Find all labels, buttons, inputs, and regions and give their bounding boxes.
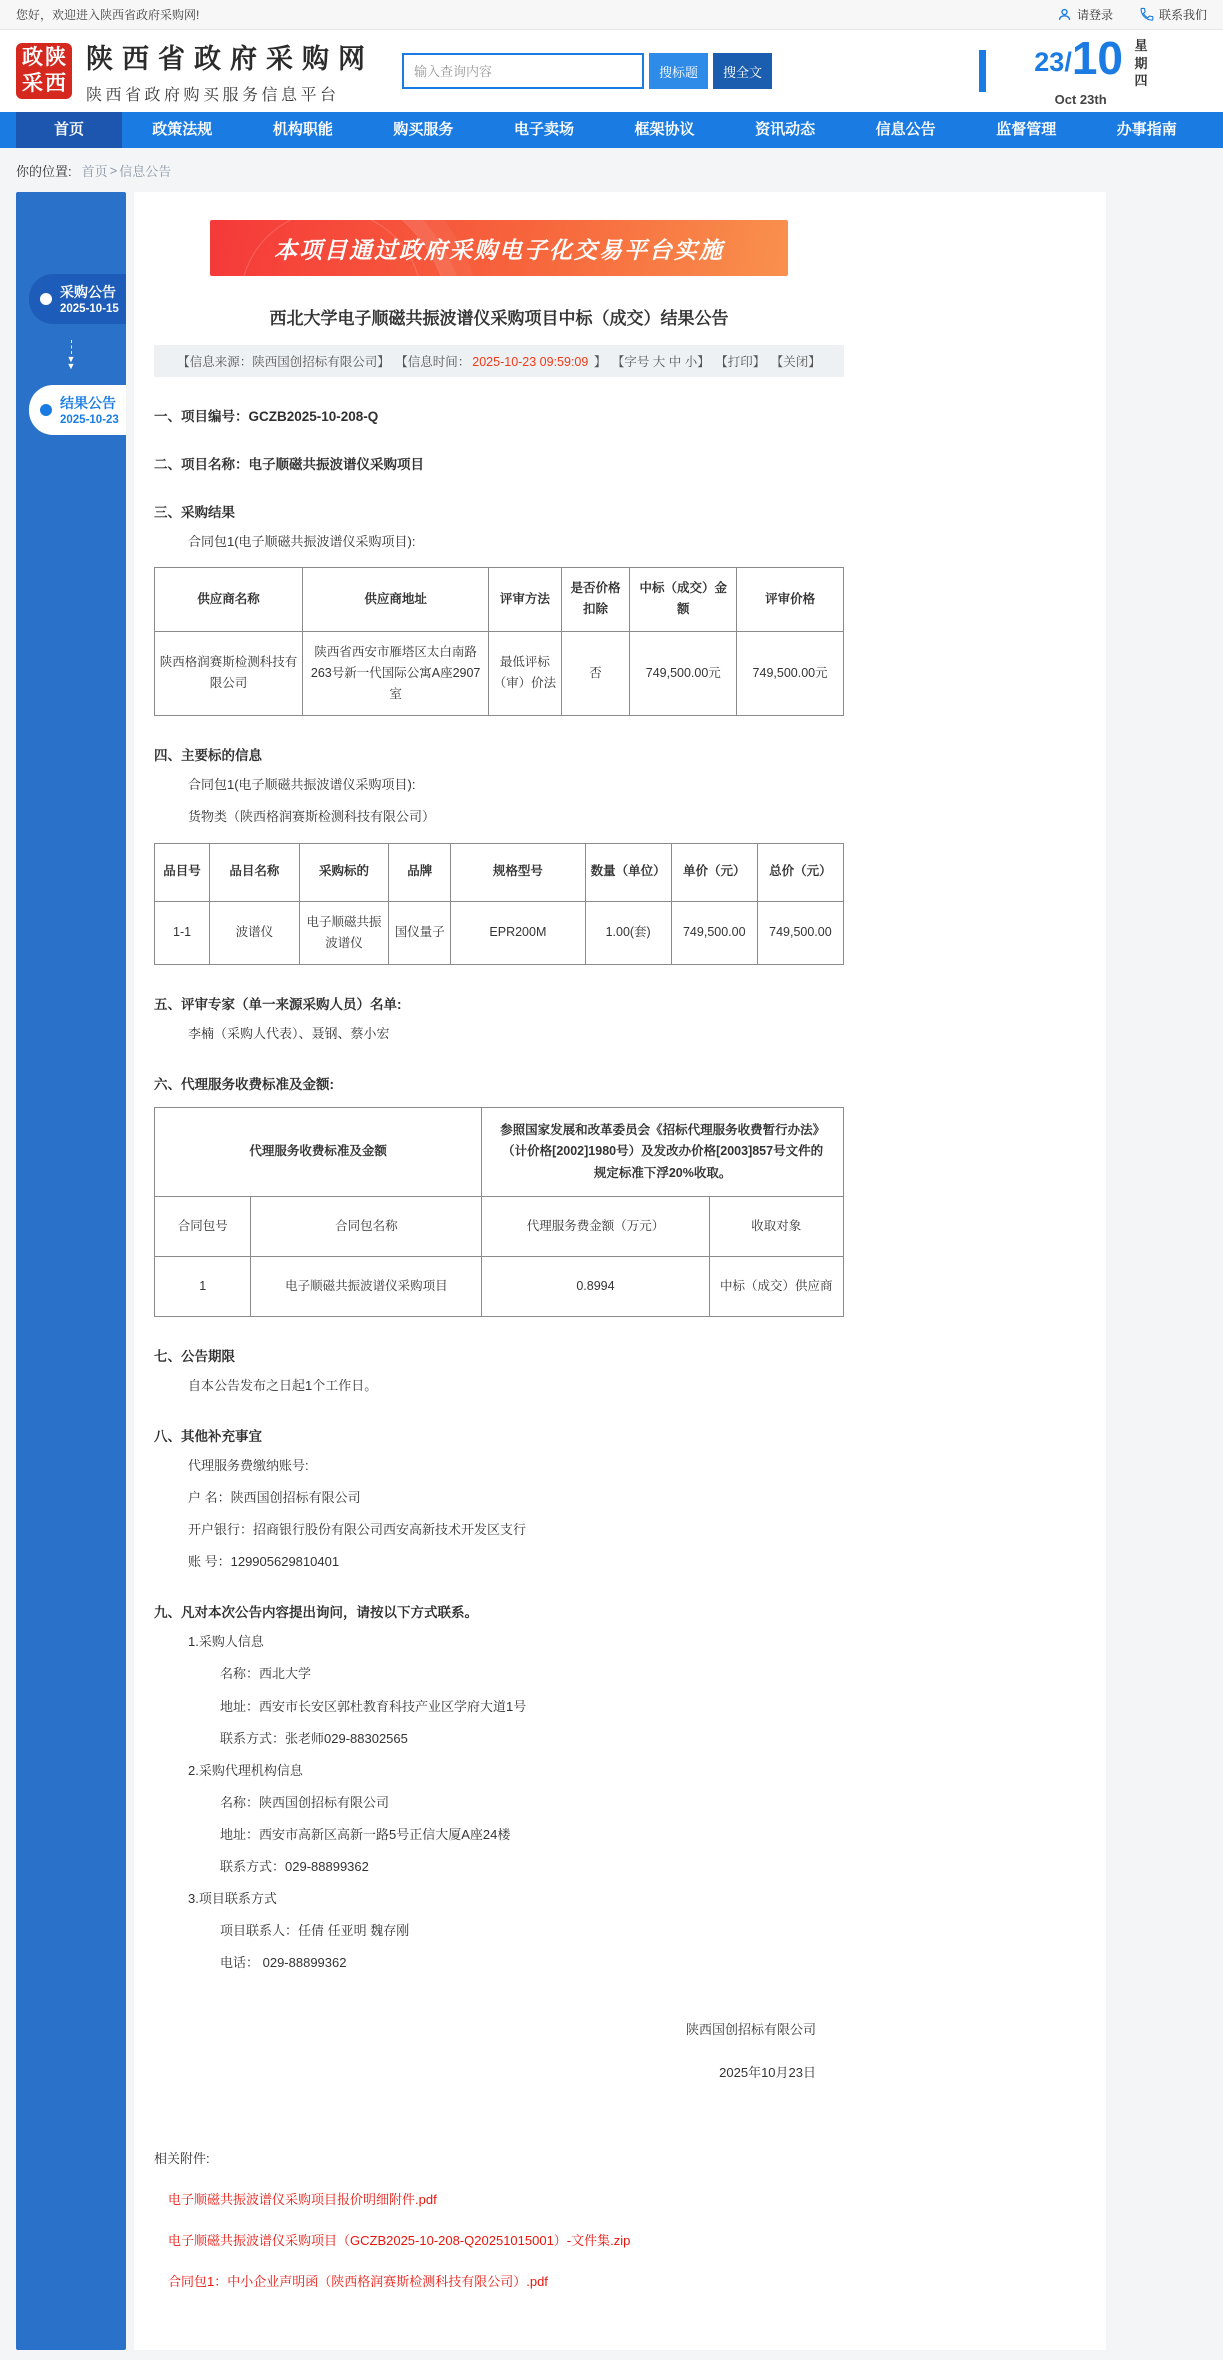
section-4-heading: 四、主要标的信息 [154, 748, 262, 764]
section-3-note: 合同包1(电子顺磁共振波谱仪采购项目): [188, 534, 416, 549]
contact-line: 地址：西安市长安区郭杜教育科技产业区学府大道1号 [220, 1698, 527, 1714]
attachment-link[interactable]: 电子顺磁共振波谱仪采购项目报价明细附件.pdf [168, 2191, 437, 2207]
column-header: 规格型号 [451, 843, 585, 901]
subject-table-header-row [155, 843, 844, 901]
review-method: 最低评标（审）价法 [489, 631, 561, 716]
contact-line: 联系方式：029-88899362 [220, 1859, 369, 1874]
login-label: 请登录 [1076, 8, 1113, 22]
nav-item[interactable]: 购买服务 [393, 121, 454, 138]
nav-item[interactable]: 办事指南 [1116, 121, 1177, 138]
column-header: 供应商地址 [303, 568, 489, 632]
phone-icon [1139, 7, 1154, 22]
column-header: 代理服务费金额（万元） [482, 1196, 709, 1256]
contact-group-title: 3.项目联系方式 [188, 1891, 277, 1907]
column-header: 品目名称 [210, 843, 300, 901]
contact-label: 联系我们 [1158, 8, 1207, 22]
date-month: 10 [1071, 32, 1123, 85]
site-title: 陕西省政府采购网 [86, 44, 374, 74]
column-header: 品牌 [389, 843, 451, 901]
item-name: 波谱仪 [210, 901, 300, 965]
date-english: Oct 23th [1054, 91, 1107, 107]
contact-line: 电话： 029-88899362 [220, 1955, 347, 1971]
column-header: 单价（元） [671, 843, 757, 901]
article-title: 西北大学电子顺磁共振波谱仪采购项目中标（成交）结果公告 [269, 309, 729, 328]
article-meta-bar [154, 345, 844, 377]
supplement-line: 代理服务费缴纳账号: [188, 1457, 309, 1473]
breadcrumb-current[interactable]: 信息公告 [119, 163, 172, 179]
price-deduction: 否 [561, 631, 630, 716]
package-no: 1 [155, 1256, 251, 1316]
breadcrumb [16, 148, 1207, 192]
agency-fee-table [154, 1107, 844, 1317]
table-row [155, 1256, 844, 1316]
announcement-sidebar [16, 192, 126, 2350]
section-1-heading: 一、项目编号：GCZB2025-10-208-Q [154, 409, 379, 424]
main-nav [0, 112, 1223, 148]
welcome-text: 您好，欢迎进入陕西省政府采购网! [16, 8, 200, 22]
section-6-heading: 六、代理服务收费标准及金额: [154, 1077, 334, 1093]
nav-item[interactable]: 信息公告 [875, 121, 936, 138]
meta-font-size-control[interactable]: 【字号 大 中 小】 [611, 355, 710, 369]
header-divider [979, 50, 986, 92]
brand: 国仪量子 [389, 901, 451, 965]
column-header: 总价（元） [757, 843, 843, 901]
date-day: 23/ [1034, 47, 1072, 78]
meta-time-suffix: 】 [590, 355, 607, 369]
logo-text-top: 政陕 [22, 45, 68, 69]
column-header: 是否价格扣除 [561, 568, 630, 632]
breadcrumb-separator: > [109, 162, 118, 178]
supplement-line: 户 名：陕西国创招标有限公司 [188, 1490, 361, 1506]
attachments-section [154, 2148, 844, 2290]
section-5-heading: 五、评审专家（单一来源采购人员）名单: [154, 997, 402, 1013]
fee-table-merged-row [155, 1108, 844, 1197]
sidebar-item-title: 采购公告 [60, 284, 116, 300]
search-fulltext-button[interactable]: 搜全文 [713, 53, 772, 89]
search-input[interactable] [402, 53, 644, 89]
column-header: 评审价格 [737, 568, 844, 632]
site-logo [16, 43, 72, 99]
top-bar [0, 0, 1223, 30]
bullet-dot-icon [40, 293, 52, 305]
signature-date: 2025年10月23日 [719, 2065, 816, 2081]
site-header [0, 30, 1223, 112]
column-header: 数量（单位） [585, 843, 671, 901]
platform-banner [210, 220, 788, 276]
nav-item[interactable]: 电子卖场 [513, 121, 574, 138]
nav-item[interactable]: 政策法规 [152, 121, 213, 138]
sidebar-item-procurement-notice[interactable] [29, 274, 126, 324]
item-no: 1-1 [155, 901, 210, 965]
contact-group-title: 2.采购代理机构信息 [188, 1762, 303, 1778]
fee-payer: 中标（成交）供应商 [709, 1256, 843, 1316]
nav-item[interactable]: 机构职能 [272, 121, 333, 138]
fee-table-header-row [155, 1196, 844, 1256]
section-7-heading: 七、公告期限 [154, 1348, 235, 1364]
contact-link[interactable] [1139, 6, 1207, 23]
column-header: 品目号 [155, 843, 210, 901]
result-table [154, 567, 844, 716]
logo-text-bottom: 采西 [22, 72, 68, 95]
meta-time-prefix: 【信息时间： [395, 355, 471, 369]
bullet-dot-icon [40, 404, 52, 416]
section-9-heading: 九、凡对本次公告内容提出询问，请按以下方式联系。 [154, 1605, 478, 1621]
column-header: 收取对象 [709, 1196, 843, 1256]
site-subtitle: 陕西省政府购买服务信息平台 [86, 87, 340, 104]
supplement-line: 开户银行：招商银行股份有限公司西安高新技术开发区支行 [188, 1522, 527, 1538]
fee-amount: 0.8994 [482, 1256, 709, 1316]
nav-item[interactable]: 监督管理 [996, 121, 1057, 138]
column-header: 中标（成交）金额 [630, 568, 737, 632]
attachment-link[interactable]: 电子顺磁共振波谱仪采购项目（GCZB2025-10-208-Q20251015001）-文件集.zip [168, 2232, 631, 2248]
contact-line: 联系方式：张老师029-88302565 [220, 1730, 408, 1746]
result-table-header-row [155, 568, 844, 632]
section-4-note1: 合同包1(电子顺磁共振波谱仪采购项目): [188, 777, 416, 793]
model: EPR200M [451, 901, 585, 965]
meta-source: 【信息来源：陕西国创招标有限公司】 [177, 355, 390, 369]
award-amount: 749,500.00元 [630, 631, 737, 716]
search-area [402, 53, 772, 89]
table-row [155, 631, 844, 716]
date-weekday: 星期四 [1134, 38, 1148, 89]
column-header: 供应商名称 [155, 568, 303, 632]
meta-print-button[interactable]: 【打印】 [715, 355, 766, 369]
quantity: 1.00(套) [585, 901, 671, 965]
meta-close-button[interactable]: 【关闭】 [770, 355, 821, 369]
subject-table [154, 843, 844, 966]
notice-period: 自本公告发布之日起1个工作日。 [188, 1377, 378, 1393]
section-2-heading: 二、项目名称：电子顺磁共振波谱仪采购项目 [154, 457, 424, 472]
breadcrumb-home[interactable]: 首页 [81, 163, 108, 179]
column-header: 合同包号 [155, 1196, 251, 1256]
section-3-heading: 三、采购结果 [154, 505, 235, 520]
fee-standard-note: 参照国家发展和改革委员会《招标代理服务收费暂行办法》（计价格[2002]1980号）及发改办价格[2003]857号文件的规定标准下浮20%收取。 [482, 1108, 844, 1197]
review-price: 749,500.00元 [737, 631, 844, 716]
banner-text: 本项目通过政府采购电子化交易平台实施 [274, 236, 724, 263]
nav-item[interactable]: 框架协议 [634, 121, 695, 138]
sidebar-item-title: 结果公告 [60, 394, 116, 411]
user-icon [1057, 7, 1072, 22]
procurement-subject: 电子顺磁共振波谱仪 [299, 901, 389, 965]
column-header: 合同包名称 [251, 1196, 482, 1256]
unit-price: 749,500.00 [671, 901, 757, 965]
total-price: 749,500.00 [757, 901, 843, 965]
date-block [1034, 32, 1149, 107]
expert-list: 李楠（采购人代表）、聂钢、蔡小宏 [188, 1026, 390, 1042]
contact-line: 名称：陕西国创招标有限公司 [220, 1794, 390, 1810]
attachment-link[interactable]: 合同包1：中小企业声明函（陕西格润赛斯检测科技有限公司）.pdf [168, 2273, 548, 2289]
fee-standard-label: 代理服务收费标准及金额 [155, 1108, 482, 1197]
arrow-down-icon: ▼ ▼ [16, 340, 126, 370]
sidebar-item-date: 2025-10-23 [60, 413, 119, 426]
sidebar-item-result-notice[interactable] [29, 385, 126, 435]
section-4-note2: 货物类（陕西格润赛斯检测科技有限公司） [188, 809, 436, 825]
meta-time-value: 2025-10-23 09:59:09 [472, 355, 589, 369]
nav-item[interactable]: 首页 [16, 112, 122, 148]
attachments-label: 相关附件: [154, 2150, 210, 2166]
supplier-name: 陕西格润赛斯检测科技有限公司 [155, 631, 303, 716]
supplier-address: 陕西省西安市雁塔区太白南路263号新一代国际公寓A座2907室 [303, 631, 489, 716]
column-header: 评审方法 [489, 568, 561, 632]
contact-line: 名称：西北大学 [220, 1666, 312, 1682]
search-title-button[interactable]: 搜标题 [649, 53, 708, 89]
signature-block [154, 2020, 844, 2084]
contact-line: 项目联系人：任倩 任亚明 魏存刚 [220, 1923, 410, 1939]
supplement-line: 账 号：129905629810401 [188, 1554, 340, 1570]
contact-line: 地址：西安市高新区高新一路5号正信大厦A座24楼 [220, 1826, 511, 1842]
package-name: 电子顺磁共振波谱仪采购项目 [251, 1256, 482, 1316]
login-link[interactable] [1057, 6, 1113, 23]
column-header: 采购标的 [299, 843, 389, 901]
contact-group-title: 1.采购人信息 [188, 1634, 264, 1650]
breadcrumb-label: 你的位置: [16, 163, 72, 179]
nav-item[interactable]: 资讯动态 [755, 121, 816, 138]
main-panel [134, 192, 1106, 2350]
signature-company: 陕西国创招标有限公司 [685, 2022, 816, 2038]
sidebar-item-date: 2025-10-15 [60, 303, 119, 316]
table-row [155, 901, 844, 965]
section-8-heading: 八、其他补充事宜 [154, 1428, 262, 1444]
